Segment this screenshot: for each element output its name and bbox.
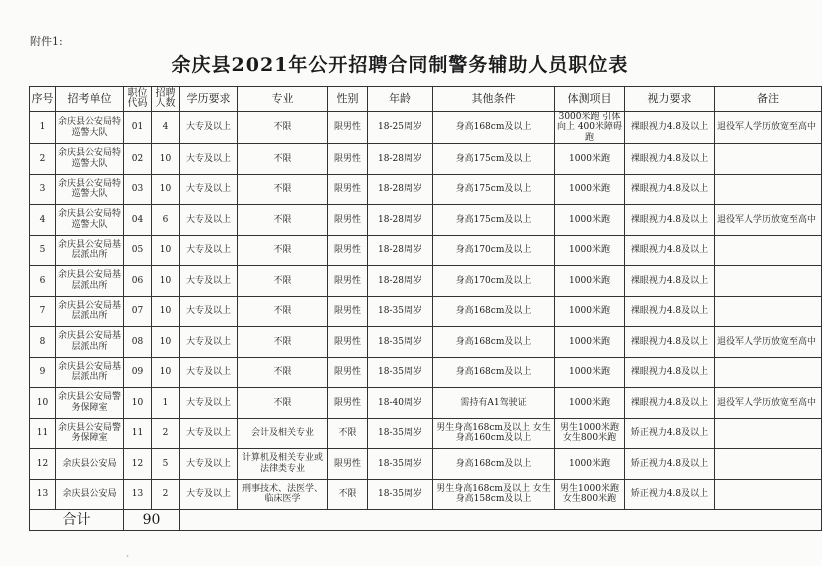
- cell-fitness: 1000米跑: [555, 144, 625, 175]
- cell-gender: 限男性: [328, 144, 368, 175]
- attachment-label: 附件1:: [30, 35, 63, 48]
- cell-other: 身高170cm及以上: [433, 235, 555, 266]
- cell-remarks: [715, 296, 822, 327]
- cell-gender: 限男性: [328, 112, 368, 144]
- cell-remarks: [715, 449, 822, 480]
- cell-seq: 5: [30, 235, 56, 266]
- cell-code: 02: [124, 144, 152, 175]
- cell-unit: 余庆县公安局: [56, 449, 124, 480]
- cell-vision: 裸眼视力4.8及以上: [625, 205, 715, 236]
- cell-count: 10: [152, 357, 180, 388]
- header-count: 招聘人数: [152, 87, 180, 112]
- cell-other: 身高168cm及以上: [433, 357, 555, 388]
- cell-vision: 裸眼视力4.8及以上: [625, 174, 715, 205]
- cell-age: 18-25周岁: [368, 112, 433, 144]
- cell-code: 09: [124, 357, 152, 388]
- cell-remarks: [715, 266, 822, 297]
- cell-major: 不限: [238, 174, 328, 205]
- cell-education: 大专及以上: [180, 235, 238, 266]
- cell-count: 10: [152, 174, 180, 205]
- cell-age: 18-35周岁: [368, 479, 433, 510]
- cell-remarks: 退役军人学历放宽至高中: [715, 205, 822, 236]
- table-row: [30, 205, 822, 236]
- table-row: [30, 418, 822, 449]
- cell-gender: 限男性: [328, 449, 368, 480]
- cell-fitness: 1000米跑: [555, 449, 625, 480]
- cell-unit: 余庆县公安局基层派出所: [56, 266, 124, 297]
- cell-age: 18-35周岁: [368, 357, 433, 388]
- cell-education: 大专及以上: [180, 205, 238, 236]
- table-row: [30, 296, 822, 327]
- cell-vision: 矫正视力4.8及以上: [625, 418, 715, 449]
- total-label: 合计: [30, 510, 124, 531]
- cell-count: 6: [152, 205, 180, 236]
- cell-age: 18-28周岁: [368, 174, 433, 205]
- cell-major: 不限: [238, 327, 328, 358]
- cell-fitness: 1000米跑: [555, 235, 625, 266]
- header-age: 年龄: [368, 87, 433, 112]
- cell-vision: 裸眼视力4.8及以上: [625, 357, 715, 388]
- cell-unit: 余庆县公安局特巡警大队: [56, 205, 124, 236]
- cell-education: 大专及以上: [180, 296, 238, 327]
- table-row: [30, 449, 822, 480]
- cell-education: 大专及以上: [180, 112, 238, 144]
- cell-code: 13: [124, 479, 152, 510]
- cell-unit: 余庆县公安局特巡警大队: [56, 112, 124, 144]
- cell-seq: 8: [30, 327, 56, 358]
- total-empty: [180, 510, 822, 531]
- cell-seq: 11: [30, 418, 56, 449]
- cell-vision: 裸眼视力4.8及以上: [625, 235, 715, 266]
- cell-age: 18-28周岁: [368, 205, 433, 236]
- table-row: [30, 174, 822, 205]
- cell-age: 18-35周岁: [368, 296, 433, 327]
- cell-age: 18-28周岁: [368, 266, 433, 297]
- cell-other: 身高175cm及以上: [433, 205, 555, 236]
- cell-seq: 1: [30, 112, 56, 144]
- cell-gender: 限男性: [328, 388, 368, 419]
- cell-unit: 余庆县公安局基层派出所: [56, 357, 124, 388]
- cell-gender: 限男性: [328, 327, 368, 358]
- header-other: 其他条件: [433, 87, 555, 112]
- cell-seq: 9: [30, 357, 56, 388]
- cell-other: 身高168cm及以上: [433, 327, 555, 358]
- footer-mark: 、: [126, 549, 134, 558]
- cell-major: 不限: [238, 357, 328, 388]
- table-row: [30, 235, 822, 266]
- cell-vision: 矫正视力4.8及以上: [625, 449, 715, 480]
- cell-gender: 限男性: [328, 174, 368, 205]
- cell-code: 10: [124, 388, 152, 419]
- cell-remarks: [715, 174, 822, 205]
- total-value: 90: [124, 510, 180, 531]
- cell-remarks: 退役军人学历放宽至高中: [715, 327, 822, 358]
- cell-unit: 余庆县公安局警务保障室: [56, 388, 124, 419]
- cell-gender: 限男性: [328, 205, 368, 236]
- cell-code: 03: [124, 174, 152, 205]
- cell-seq: 13: [30, 479, 56, 510]
- header-fitness: 体测项目: [555, 87, 625, 112]
- cell-other: 身高175cm及以上: [433, 144, 555, 175]
- cell-other: 身高175cm及以上: [433, 174, 555, 205]
- cell-seq: 12: [30, 449, 56, 480]
- cell-vision: 裸眼视力4.8及以上: [625, 112, 715, 144]
- cell-fitness: 男生1000米跑 女生800米跑: [555, 479, 625, 510]
- cell-major: 计算机及相关专业或法律类专业: [238, 449, 328, 480]
- cell-education: 大专及以上: [180, 479, 238, 510]
- table-row: [30, 479, 822, 510]
- cell-other: 身高168cm及以上: [433, 449, 555, 480]
- cell-fitness: 1000米跑: [555, 388, 625, 419]
- cell-count: 1: [152, 388, 180, 419]
- positions-table: [29, 86, 822, 531]
- cell-code: 01: [124, 112, 152, 144]
- cell-count: 4: [152, 112, 180, 144]
- cell-seq: 7: [30, 296, 56, 327]
- cell-fitness: 男生1000米跑 女生800米跑: [555, 418, 625, 449]
- cell-major: 不限: [238, 144, 328, 175]
- cell-vision: 矫正视力4.8及以上: [625, 479, 715, 510]
- cell-education: 大专及以上: [180, 174, 238, 205]
- cell-education: 大专及以上: [180, 388, 238, 419]
- cell-unit: 余庆县公安局基层派出所: [56, 296, 124, 327]
- cell-seq: 4: [30, 205, 56, 236]
- cell-fitness: 1000米跑: [555, 205, 625, 236]
- cell-gender: 限男性: [328, 235, 368, 266]
- cell-education: 大专及以上: [180, 449, 238, 480]
- cell-fitness: 1000米跑: [555, 296, 625, 327]
- cell-code: 04: [124, 205, 152, 236]
- cell-education: 大专及以上: [180, 327, 238, 358]
- cell-education: 大专及以上: [180, 266, 238, 297]
- cell-major: 不限: [238, 205, 328, 236]
- cell-count: 10: [152, 235, 180, 266]
- cell-remarks: [715, 235, 822, 266]
- cell-fitness: 1000米跑: [555, 357, 625, 388]
- cell-unit: 余庆县公安局特巡警大队: [56, 144, 124, 175]
- cell-age: 18-40周岁: [368, 388, 433, 419]
- cell-fitness: 1000米跑: [555, 327, 625, 358]
- cell-code: 12: [124, 449, 152, 480]
- cell-age: 18-35周岁: [368, 327, 433, 358]
- cell-major: 不限: [238, 266, 328, 297]
- cell-gender: 不限: [328, 479, 368, 510]
- header-gender: 性别: [328, 87, 368, 112]
- cell-remarks: [715, 357, 822, 388]
- cell-count: 10: [152, 296, 180, 327]
- header-education: 学历要求: [180, 87, 238, 112]
- cell-unit: 余庆县公安局基层派出所: [56, 327, 124, 358]
- table-row: [30, 327, 822, 358]
- cell-unit: 余庆县公安局警务保障室: [56, 418, 124, 449]
- cell-gender: 限男性: [328, 357, 368, 388]
- table-row: [30, 388, 822, 419]
- table-row: [30, 266, 822, 297]
- cell-other: 男生身高168cm及以上 女生身高158cm及以上: [433, 479, 555, 510]
- cell-age: 18-28周岁: [368, 235, 433, 266]
- cell-seq: 10: [30, 388, 56, 419]
- cell-seq: 3: [30, 174, 56, 205]
- cell-remarks: 退役军人学历放宽至高中: [715, 388, 822, 419]
- cell-vision: 裸眼视力4.8及以上: [625, 296, 715, 327]
- cell-count: 10: [152, 266, 180, 297]
- cell-other: 身高168cm及以上: [433, 296, 555, 327]
- cell-age: 18-35周岁: [368, 449, 433, 480]
- cell-other: 男生身高168cm及以上 女生身高160cm及以上: [433, 418, 555, 449]
- cell-fitness: 1000米跑: [555, 174, 625, 205]
- cell-vision: 裸眼视力4.8及以上: [625, 266, 715, 297]
- cell-other: 需持有A1驾驶证: [433, 388, 555, 419]
- cell-code: 11: [124, 418, 152, 449]
- header-major: 专业: [238, 87, 328, 112]
- cell-count: 2: [152, 479, 180, 510]
- cell-count: 10: [152, 144, 180, 175]
- cell-code: 05: [124, 235, 152, 266]
- table-row: [30, 357, 822, 388]
- cell-seq: 2: [30, 144, 56, 175]
- cell-remarks: [715, 144, 822, 175]
- table-row: [30, 144, 822, 175]
- cell-remarks: [715, 479, 822, 510]
- cell-remarks: 退役军人学历放宽至高中: [715, 112, 822, 144]
- header-row: [30, 87, 822, 112]
- cell-code: 08: [124, 327, 152, 358]
- cell-education: 大专及以上: [180, 357, 238, 388]
- cell-vision: 裸眼视力4.8及以上: [625, 144, 715, 175]
- cell-major: 不限: [238, 296, 328, 327]
- cell-code: 06: [124, 266, 152, 297]
- cell-count: 2: [152, 418, 180, 449]
- cell-fitness: 3000米跑 引体向上 400米障碍跑: [555, 112, 625, 144]
- header-code: 职位代码: [124, 87, 152, 112]
- cell-major: 不限: [238, 112, 328, 144]
- cell-remarks: [715, 418, 822, 449]
- table-body: [30, 112, 822, 510]
- cell-unit: 余庆县公安局: [56, 479, 124, 510]
- cell-age: 18-35周岁: [368, 418, 433, 449]
- header-remarks: 备注: [715, 87, 822, 112]
- cell-education: 大专及以上: [180, 418, 238, 449]
- total-row: [30, 510, 822, 531]
- page-title: 余庆县2021年公开招聘合同制警务辅助人员职位表: [171, 54, 629, 76]
- header-unit: 招考单位: [56, 87, 124, 112]
- cell-count: 10: [152, 327, 180, 358]
- cell-gender: 限男性: [328, 266, 368, 297]
- cell-other: 身高168cm及以上: [433, 112, 555, 144]
- table-row: [30, 112, 822, 144]
- cell-education: 大专及以上: [180, 144, 238, 175]
- cell-major: 会计及相关专业: [238, 418, 328, 449]
- cell-unit: 余庆县公安局基层派出所: [56, 235, 124, 266]
- cell-major: 不限: [238, 388, 328, 419]
- cell-seq: 6: [30, 266, 56, 297]
- cell-age: 18-28周岁: [368, 144, 433, 175]
- cell-gender: 不限: [328, 418, 368, 449]
- cell-count: 5: [152, 449, 180, 480]
- cell-unit: 余庆县公安局特巡警大队: [56, 174, 124, 205]
- cell-fitness: 1000米跑: [555, 266, 625, 297]
- cell-code: 07: [124, 296, 152, 327]
- header-seq: 序号: [30, 87, 56, 112]
- cell-major: 不限: [238, 235, 328, 266]
- cell-vision: 裸眼视力4.8及以上: [625, 388, 715, 419]
- header-vision: 视力要求: [625, 87, 715, 112]
- cell-gender: 限男性: [328, 296, 368, 327]
- cell-other: 身高170cm及以上: [433, 266, 555, 297]
- cell-major: 刑事技术、法医学、临床医学: [238, 479, 328, 510]
- cell-vision: 裸眼视力4.8及以上: [625, 327, 715, 358]
